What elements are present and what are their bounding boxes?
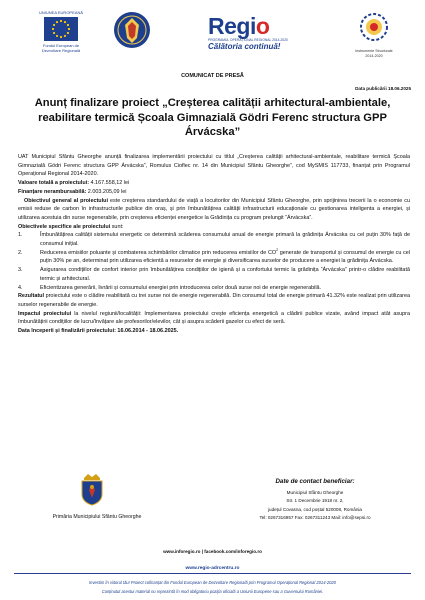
specific-objectives-heading: Obiectivele specifice ale proiectului sunt: xyxy=(18,223,124,230)
eu-star-icon xyxy=(67,32,69,34)
eu-star-icon xyxy=(60,20,62,22)
publication-date: Data publicării 18.06.2025 xyxy=(355,86,411,91)
page-title: Anunț finalizare proiect „Creșterea calității arhitectural-ambientale, reabilitare termică Școala Gimnazială Gödri Ferenc structura GPP Árvácska” xyxy=(34,97,391,138)
list-item: 3. Asigurarea condițiilor de confort interior prin îmbunătățirea condițiilor de igienă și a confortului termic la grădinița “Árvácska” printr-o clădire reabilitată termic și arhitectural. xyxy=(18,267,410,282)
eu-star-icon xyxy=(53,24,55,26)
regio-wordmark: Regio xyxy=(208,13,270,39)
press-release-body xyxy=(18,153,410,336)
eu-star-icon xyxy=(56,21,58,23)
eu-star-icon xyxy=(53,32,55,34)
eu-caption-bottom-1: Fondul European de xyxy=(42,43,80,48)
regio-tagline: Călătoria continuă! xyxy=(208,42,281,51)
eu-star-icon xyxy=(52,28,54,30)
social-links[interactable]: www.inforegio.ro | facebook.com/inforegio.ro xyxy=(163,549,262,554)
structural-instruments-caption-2: 2014-2020 xyxy=(365,53,383,58)
project-dates-line: Data începerii și finalizării proiectului: 16.06.2014 - 18.06.2025. xyxy=(18,328,179,335)
website-link[interactable]: www.regio-adrcentru.ro xyxy=(185,566,240,571)
eu-star-icon xyxy=(56,35,58,37)
impact-paragraph: Impactul proiectului la nivelul regiunii/localității: Implementarea proiectului crește eficiența energetică a clădirii publice vizate, având impact atât asupra îmbunătățirii condițiilor de lucru/învățare ale profesorilor/elevilor, cât și asupra scăderii gazelor cu efect de seră. xyxy=(18,310,410,326)
structural-instruments-star-icon xyxy=(357,10,391,44)
structural-instruments-logo xyxy=(346,10,402,58)
nonrefundable-value: 2.003.205,09 lei xyxy=(86,188,127,195)
beneficiary-contact xyxy=(240,478,390,522)
list-item: 1. Îmbunătățirea calității sistemului energetic ce determină scăderea consumului anual de energie primară la grădinița Árvácska cu cel puțin 30% față de consumul inițial. xyxy=(18,232,410,248)
city-hall-label: Primăria Municipiului Sfântu Gheorghe xyxy=(52,514,142,520)
eu-caption-top: UNIUNEA EUROPEANĂ xyxy=(38,10,83,15)
contact-title: Date de contact beneficiar: xyxy=(275,478,355,485)
press-release-label: COMUNICAT DE PRESĂ xyxy=(181,73,244,79)
nonrefundable-label: Finanțare nerambursabilă: xyxy=(18,188,87,195)
eu-star-icon xyxy=(64,35,66,37)
eu-caption-bottom-2: Dezvoltare Regională xyxy=(41,48,81,53)
specific-objectives-list xyxy=(18,231,410,292)
results-paragraph: Rezultatul proiectului este o clădire reabilitată cu trei surse noi de energie regenerabilă. Din consumul total de energie primară 41.32% este realizat prin utilizarea surselor regenerabile de energie. xyxy=(18,293,410,308)
total-value-line xyxy=(18,179,410,188)
eu-flag-icon xyxy=(44,17,78,41)
eu-star-icon xyxy=(68,28,70,30)
footer-divider xyxy=(14,573,411,574)
contact-line: județul Covasna, cod poștal 520008, România xyxy=(268,506,362,512)
general-objective-text: este creșterea standardului de viață a locuitorilor din Municipiul Sfântu Gheorghe, prin sprijinirea trecerii la o economie cu emisii reduse de carbon în infrastructurile publice din oraș, și prin îmbunătățirea calității infrastructurii educaționale cu gestionarea inteligenta a energiei, și utilizarea acestuia din surse regenerabile, prin creșterea eficienței energetice la Grădinița cu program prelungit “Árvácska”. xyxy=(18,197,410,221)
eu-star-icon xyxy=(67,24,69,26)
footer-disclaimer-2: Conținutul acestui material nu reprezintă în mod obligatoriu poziția oficială a Uniunii Europene sau a Guvernului României. xyxy=(101,589,324,594)
intro-paragraph: UAT Municipiul Sfântu Gheorghe anunță finalizarea implementării proiectului cu titlul „Creșterea calității arhitectural-ambientale, reabilitare termică Școala Gimnazială Gödri Ferenc structura GPP Árvácska”, Romulus Cioflec nr. 14 din Municipiul Sfântu Gheorghe”, cod MySMIS 117733, finanțat prin Programul Operațional Regional 2014-2020. xyxy=(18,154,410,178)
footer-disclaimer: Investim în viitorul tău! Proiect cofinanțat din Fondul European de Dezvoltare Regională prin Programul Operațional Regional 2014-2020 xyxy=(89,580,336,585)
nonrefundable-line xyxy=(18,188,410,197)
contact-line: Str. 1 Decembrie 1918 nr. 2, xyxy=(286,498,344,504)
list-item: 4. Eficientizarea generării, livrării și consumului energiei prin introducerea celor două surse noi de energie regenerabilă. xyxy=(18,284,322,291)
eu-star-icon xyxy=(60,36,62,38)
list-item: 2. Reducerea emisiilor poluante și combaterea schimbărilor climatice prin reducerea emisiilor de $CO^2$ generate de transportul și consumul de energie cu cel puțin 30% pe an, determinat prin utilizarea eficientă a resurselor de energie și diversificarea surselor de producere a energiei la grădinița Árvácska. xyxy=(18,247,410,265)
structural-instruments-caption-1: Instrumente Structurale xyxy=(355,49,393,53)
general-objective-paragraph xyxy=(18,197,410,223)
logo-bar xyxy=(0,4,425,72)
contact-line: Municipiul Sfântu Gheorghe xyxy=(286,490,344,495)
regio-subtitle: PROGRAMUL OPERAȚIONAL REGIONAL 2014-2020 xyxy=(208,38,288,42)
city-coat-of-arms-icon xyxy=(80,472,104,506)
government-crest-icon xyxy=(112,10,152,54)
government-logo xyxy=(112,10,152,59)
eu-star-icon xyxy=(64,21,66,23)
total-value: 4.167.558,12 lei xyxy=(89,180,130,187)
eu-logo xyxy=(30,10,92,53)
total-value-label: Valoare totală a proiectului: xyxy=(18,180,90,187)
contact-line: Tel: 0267316957 Fax: 0267311243 Mail: info@sepsi.ro xyxy=(259,514,371,520)
regio-logo xyxy=(208,14,308,51)
general-objective-label: Obiectivul general al proiectului xyxy=(24,197,108,204)
